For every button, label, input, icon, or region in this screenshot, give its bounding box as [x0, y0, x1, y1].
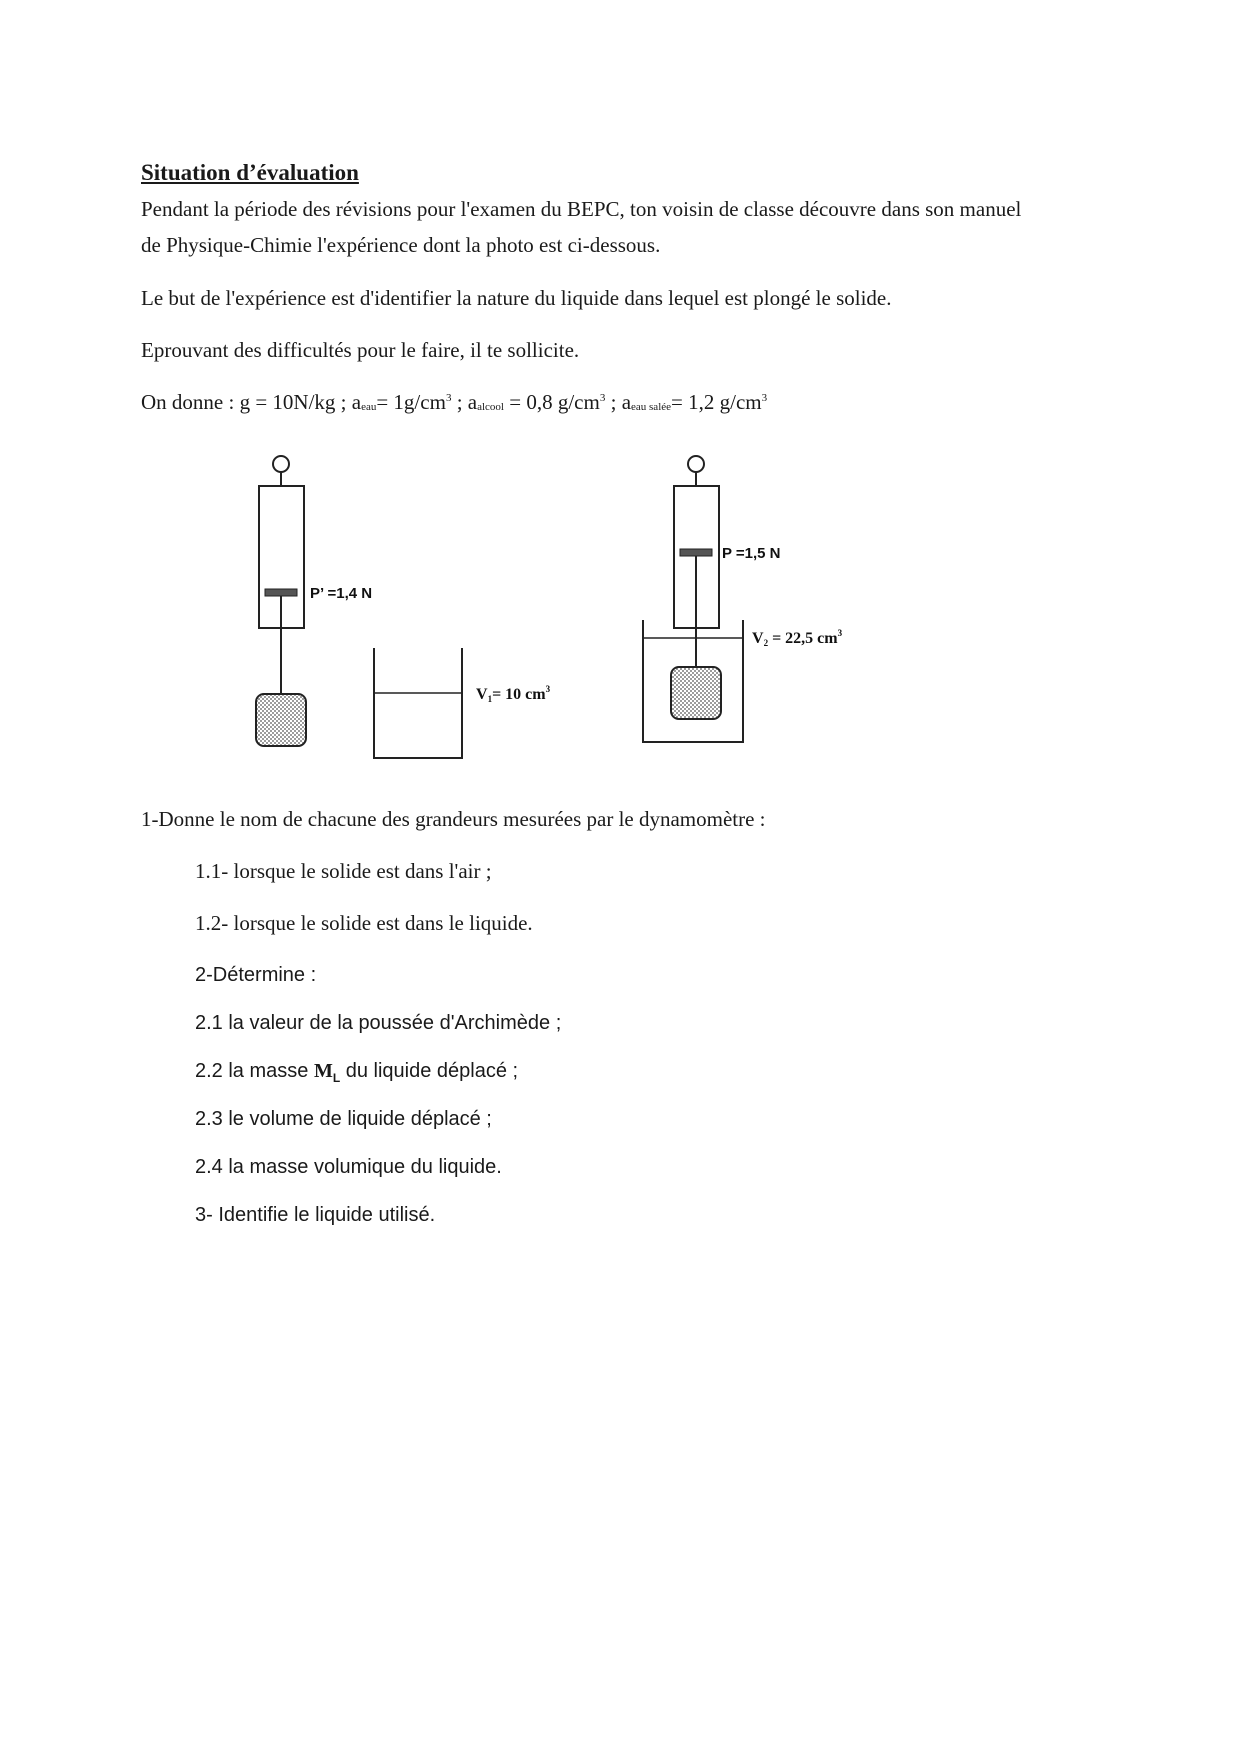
- hook-ring-right: [688, 456, 704, 472]
- v2-value: = 22,5 cm: [768, 630, 838, 647]
- v1-label: [476, 684, 551, 704]
- experiment-figure: [240, 440, 880, 770]
- density-saltwater-value: = 1,2 g/cm: [671, 390, 762, 414]
- goal-text: Le but de l'expérience est d'identifier la nature du liquide dans lequel est plongé le solide.: [141, 286, 892, 310]
- dynamometer-right: [671, 456, 721, 719]
- density-water-value: = 1g/cm: [376, 390, 446, 414]
- question-1-2: 1.2- lorsque le solide est dans le liquide.: [195, 911, 533, 935]
- beaker-1: [374, 648, 462, 758]
- exp-1: 3: [445, 392, 452, 404]
- sep-2: ;: [605, 390, 622, 414]
- page-title: Situation d’évaluation: [141, 160, 359, 185]
- q2-2-text-a: 2.2 la masse: [195, 1060, 314, 1082]
- q2-2-text-b: du liquide déplacé ;: [340, 1060, 519, 1082]
- v1-main: V: [476, 686, 488, 703]
- exp-2: 3: [599, 392, 606, 404]
- question-2-1: 2.1 la valeur de la poussée d'Archimède ;: [195, 1012, 562, 1034]
- p-prime-label: P’ =1,4 N: [310, 585, 373, 602]
- v1-exp: 3: [545, 684, 551, 694]
- indicator-right: [680, 549, 712, 556]
- v2-main: V: [752, 630, 764, 647]
- v2-label: [752, 628, 843, 648]
- q2-2-mass-symbol: M: [313, 1060, 333, 1082]
- density-saltwater-symbol: a: [621, 390, 632, 414]
- given-data: [141, 389, 767, 416]
- p-label: P =1,5 N: [722, 545, 781, 562]
- given-prefix: On donne : g = 10N/kg ;: [141, 390, 347, 414]
- hook-ring-left: [273, 456, 289, 472]
- exp-3: 3: [761, 392, 768, 404]
- q2-2-mass-sub: L: [332, 1071, 341, 1085]
- sep-1: ;: [451, 390, 468, 414]
- question-2-4: 2.4 la masse volumique du liquide.: [195, 1156, 502, 1178]
- solid-in-air: [256, 694, 306, 746]
- density-water-sub: eau: [361, 401, 377, 413]
- indicator-left: [265, 589, 297, 596]
- beaker-1-wall: [374, 648, 462, 758]
- question-2: 2-Détermine :: [195, 964, 317, 986]
- v2-sub: 2: [763, 638, 769, 648]
- question-2-2: [195, 1058, 518, 1087]
- solid-in-liquid: [671, 667, 721, 719]
- intro-line-1: Pendant la période des révisions pour l'examen du BEPC, ton voisin de classe découvre dans son manuel: [141, 197, 1022, 221]
- request-text: Eprouvant des difficultés pour le faire, il te sollicite.: [141, 338, 580, 362]
- question-1: 1-Donne le nom de chacune des grandeurs mesurées par le dynamomètre :: [141, 807, 766, 831]
- density-alcohol-value: = 0,8 g/cm: [504, 390, 600, 414]
- density-water-symbol: a: [351, 390, 362, 414]
- v1-value: = 10 cm: [492, 686, 546, 703]
- dynamometer-left: [256, 456, 306, 746]
- intro-line-2: de Physique-Chimie l'expérience dont la photo est ci-dessous.: [141, 233, 661, 257]
- question-1-1: 1.1- lorsque le solide est dans l'air ;: [195, 859, 492, 883]
- density-saltwater-sub: eau salée: [631, 401, 672, 413]
- v2-exp: 3: [837, 628, 843, 638]
- v1-sub: 1: [487, 694, 493, 704]
- question-3: 3- Identifie le liquide utilisé.: [195, 1204, 436, 1226]
- density-alcohol-sub: alcool: [477, 401, 504, 413]
- question-2-3: 2.3 le volume de liquide déplacé ;: [195, 1108, 492, 1130]
- density-alcohol-symbol: a: [467, 390, 478, 414]
